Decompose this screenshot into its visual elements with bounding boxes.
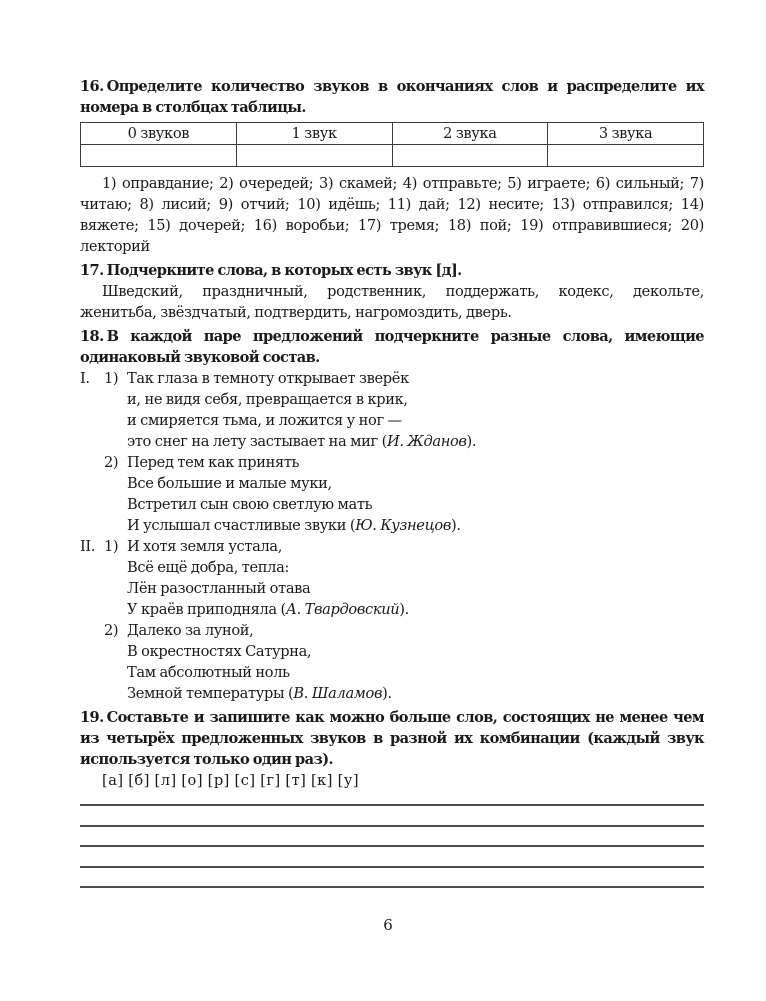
poem-line: Земной температуры (В. Шаламов).	[127, 685, 392, 702]
poem-line: Всё ещё добра, тепла:	[127, 559, 290, 576]
answer-line[interactable]	[80, 825, 704, 827]
poem-line: это снег на лету застывает на миг (И. Жданов).	[127, 433, 477, 450]
poem-line: и, не видя себя, превращается в крик,	[127, 391, 408, 408]
column-header-2-sounds: 2 звука	[392, 123, 548, 145]
answer-line[interactable]	[80, 866, 704, 868]
answer-line[interactable]	[80, 804, 704, 806]
roman-numeral: II.	[80, 538, 96, 555]
answer-line[interactable]	[80, 886, 704, 888]
poem-line: и смиряется тьма, и ложится у ног —	[127, 412, 402, 429]
roman-numeral: I.	[80, 370, 90, 387]
poem-line: И хотя земля устала,	[127, 538, 283, 555]
task-19-title: 19. Составьте и запишите как можно больше слов, состоящих не менее чем из четырёх предложенных звуков в разной их комбинации (каждый звук используется только один раз).	[80, 709, 704, 768]
answer-cell-1-sound[interactable]	[236, 145, 392, 167]
poem-author: И. Жданов	[386, 433, 467, 450]
task-number: 19.	[80, 709, 104, 726]
answer-line[interactable]	[80, 845, 704, 847]
task-18	[80, 326, 704, 704]
poem-line: И услышал счастливые звуки (Ю. Кузнецов).	[127, 517, 461, 534]
task-number: 18.	[80, 328, 104, 345]
task-17	[80, 260, 704, 323]
item-number: 2)	[104, 622, 119, 639]
item-number: 2)	[104, 454, 119, 471]
column-header-1-sound: 1 звук	[236, 123, 392, 145]
table-answer-row	[81, 145, 704, 167]
poem-line: Далеко за луной,	[127, 622, 254, 639]
answer-cell-2-sounds[interactable]	[392, 145, 548, 167]
task-19	[80, 707, 704, 888]
poem-author: А. Твардовский	[285, 601, 400, 618]
poem-group-1	[80, 368, 704, 536]
poem-group-2	[80, 536, 704, 704]
page-number: 6	[383, 916, 393, 934]
task-18-title: 18. В каждой паре предложений подчеркните разные слова, имеющие одинаковый звуковой состав.	[80, 328, 704, 366]
item-number: 1)	[104, 370, 119, 387]
poem-author: В. Шаламов	[293, 685, 383, 702]
sound-count-table	[80, 122, 704, 167]
answer-lines	[80, 804, 704, 888]
task-16	[80, 76, 704, 257]
task-number: 16.	[80, 78, 104, 95]
task-17-title: 17. Подчеркните слова, в которых есть звук [д].	[80, 262, 462, 279]
task-17-word-list: Шведский, праздничный, родственник, поддержать, кодекс, декольте, женитьба, звёздчатый, подтвердить, нагромоздить, дверь.	[80, 283, 704, 321]
item-number: 1)	[104, 538, 119, 555]
task-16-word-list: 1) оправдание; 2) очередей; 3) скамей; 4) отправьте; 5) играете; 6) сильный; 7) читаю; 8) лисий; 9) отчий; 10) идёшь; 11) дай; 12) несите; 13) отправился; 14) вяжете; 15) дочерей; 16) воробьи; 17) тремя; 18) пой; 19) отправившиеся; 20) лекторий	[80, 175, 704, 255]
answer-cell-3-sounds[interactable]	[548, 145, 704, 167]
workbook-page	[80, 76, 704, 907]
task-16-title: 16. Определите количество звуков в окончаниях слов и распределите их номера в столбцах таблицы.	[80, 78, 704, 116]
poem-author: Ю. Кузнецов	[355, 517, 451, 534]
poem-line: Лён разостланный отава	[127, 580, 311, 597]
task-number: 17.	[80, 262, 104, 279]
poem-line: Перед тем как принять	[127, 454, 300, 471]
poem-line: Встретил сын свою светлую мать	[127, 496, 373, 513]
column-header-3-sounds: 3 звука	[548, 123, 704, 145]
poem-line: В окрестностях Сатурна,	[127, 643, 312, 660]
sound-set: [а] [б] [л] [о] [р] [с] [г] [т] [к] [у]	[102, 772, 360, 789]
poem-line: Так глаза в темноту открывает зверёк	[127, 370, 409, 387]
answer-cell-0-sounds[interactable]	[81, 145, 237, 167]
table-header-row	[81, 123, 704, 145]
poem-line: Все большие и малые муки,	[127, 475, 332, 492]
poem-line: У краёв приподняла (А. Твардовский).	[127, 601, 409, 618]
column-header-0-sounds: 0 звуков	[81, 123, 237, 145]
poem-line: Там абсолютный ноль	[127, 664, 290, 681]
